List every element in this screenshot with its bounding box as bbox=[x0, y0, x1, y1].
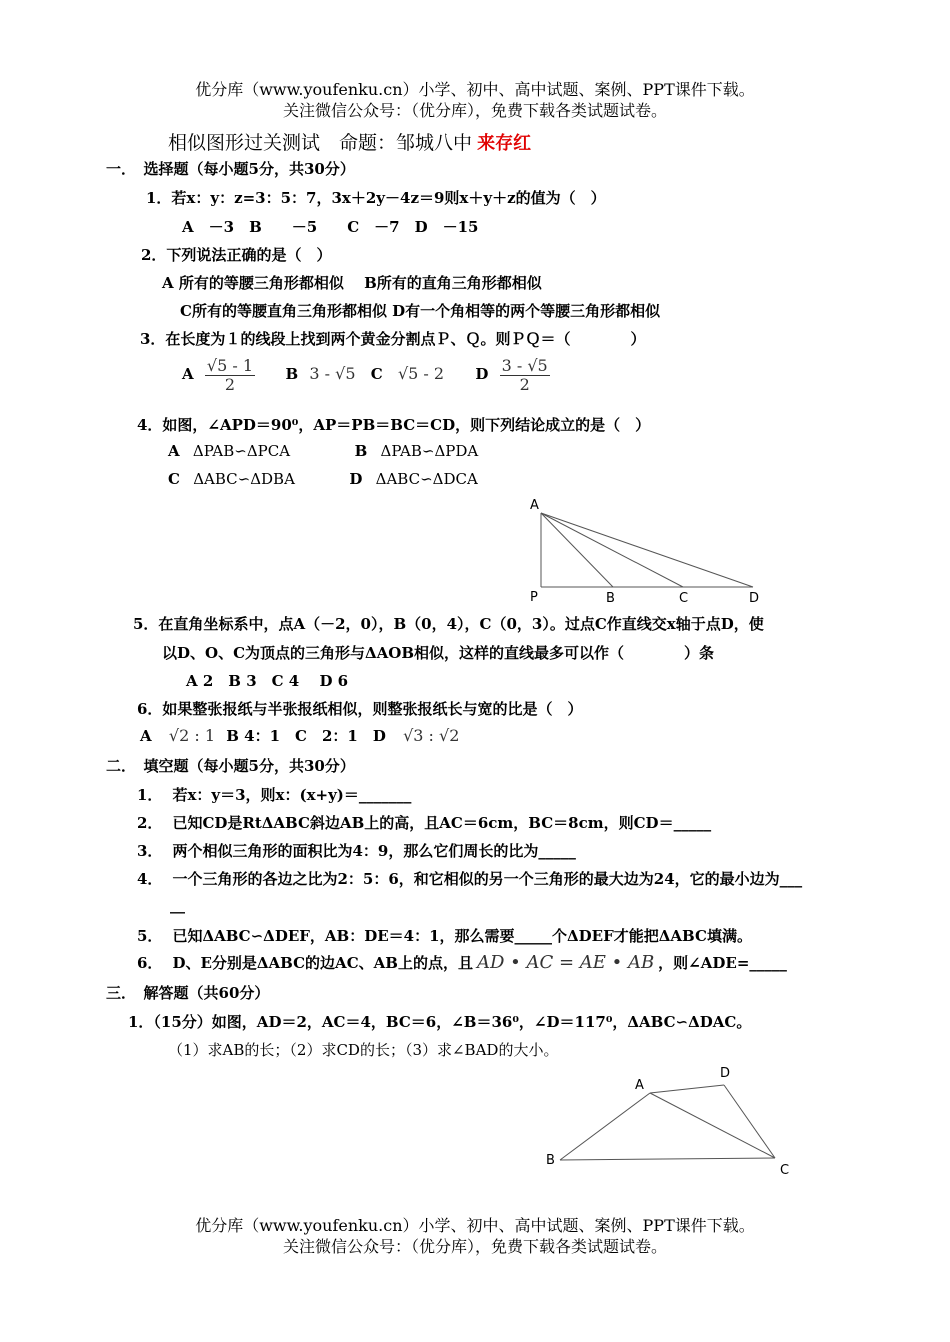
q3-a-label: A bbox=[182, 365, 194, 384]
q2-stem: 2．下列说法正确的是（ ） bbox=[141, 246, 332, 264]
q6-a-value: √2 : 1 bbox=[168, 726, 215, 745]
solve-fig-label-b: B bbox=[546, 1153, 555, 1168]
q3-d-den: 2 bbox=[519, 374, 530, 394]
q6-options-bcd: B 4：1 C 2：1 D bbox=[226, 727, 386, 745]
fill-2-num: 2． bbox=[137, 814, 163, 832]
q3-c-label: C bbox=[370, 365, 383, 384]
q4-a-label: A bbox=[168, 442, 180, 460]
fill-3-num: 3． bbox=[137, 842, 163, 860]
q5-line-2: 以D、O、C为顶点的三角形与ΔAOB相似，这样的直线最多可以作（ ）条 bbox=[162, 644, 715, 662]
q6-stem: 6．如果整张报纸与半张报纸相似，则整张报纸长与宽的比是（ ） bbox=[137, 700, 583, 718]
solve-1-line-2: （1）求AB的长；（2）求CD的长；（3）求∠BAD的大小。 bbox=[168, 1041, 559, 1059]
q3-stem: 3．在长度为１的线段上找到两个黄金分割点Ｐ、Ｑ。则ＰＱ＝（ ） bbox=[140, 330, 646, 348]
fill-6-tail: ，则∠ADE=_____ bbox=[658, 954, 787, 972]
fill-1-text: 若x：y＝3，则x：(x+y)＝_______ bbox=[172, 786, 412, 804]
solve-fig-label-c: C bbox=[780, 1163, 790, 1178]
solve-fig-label-d: D bbox=[720, 1066, 731, 1081]
section-3-heading: 三． 解答题（共60分） bbox=[106, 984, 270, 1002]
fill-3 bbox=[137, 840, 576, 861]
q4-fig-label-p: P bbox=[530, 590, 538, 605]
title-main: 相似图形过关测试 命题：邹城八中 bbox=[168, 132, 473, 154]
fill-6-text: D、E分别是ΔABC的边AC、AB上的点，且 bbox=[172, 954, 473, 972]
footer-line-2: 关注微信公众号：（优分库），免费下载各类试题试卷。 bbox=[282, 1237, 667, 1256]
q3-a-den: 2 bbox=[224, 374, 236, 394]
q3-a-num: √5 - 1 bbox=[206, 356, 254, 375]
q3-d-num: 3 - √5 bbox=[501, 356, 548, 375]
q3-options bbox=[182, 357, 556, 393]
section-1-heading: 一． 选择题（每小题5分，共30分） bbox=[106, 160, 355, 178]
fill-5-text: 已知ΔABC∽ΔDEF，AB：DE＝4：1，那么需要_____个ΔDEF才能把ΔABC填满。 bbox=[172, 927, 752, 945]
fill-6 bbox=[137, 952, 787, 973]
header-line-1: 优分库（www.youfenku.cn）小学、初中、高中试题、案例、PPT课件下载。 bbox=[195, 80, 755, 99]
q4-fig-label-a: A bbox=[530, 498, 539, 513]
q3-c-value: √5 - 2 bbox=[397, 364, 445, 384]
q4-d-label: D bbox=[349, 470, 363, 488]
solve-1-line-1: 1．（15分）如图，AD＝2，AC＝4，BC＝6，∠B＝36⁰，∠D＝117⁰，ΔABC∽ΔDAC。 bbox=[128, 1013, 752, 1031]
q4-b-text: ΔPAB∽ΔPDA bbox=[380, 442, 479, 460]
fill-5-num: 5． bbox=[137, 927, 163, 945]
q4-figure bbox=[520, 490, 780, 610]
fill-1 bbox=[137, 784, 411, 805]
q5-options: A 2 B 3 C 4 D 6 bbox=[186, 672, 349, 690]
fill-4 bbox=[137, 868, 802, 889]
fill-6-formula: AD • AC = AE • AB bbox=[476, 952, 655, 973]
fill-5 bbox=[137, 925, 752, 946]
fill-4-text: 一个三角形的各边之比为2：5：6，和它相似的另一个三角形的最大边为24，它的最小边为___ bbox=[172, 870, 803, 888]
solve-1-figure bbox=[530, 1060, 810, 1180]
q4-c-label: C bbox=[168, 470, 180, 488]
q3-d-label: D bbox=[475, 365, 489, 384]
q5-line-1: 5．在直角坐标系中，点A（－2，0），B（0，4），C（0，3）。过点C作直线交x轴于点D，使 bbox=[133, 615, 764, 633]
q4-options-ab bbox=[168, 442, 478, 460]
fill-6-num: 6． bbox=[137, 954, 163, 972]
page-title bbox=[168, 128, 531, 155]
section-2-heading: 二． 填空题（每小题5分，共30分） bbox=[106, 757, 355, 775]
fill-1-num: 1． bbox=[137, 786, 163, 804]
q6-a-label: A bbox=[140, 727, 152, 745]
q4-stem: 4．如图，∠APD＝90⁰，AP＝PB＝BC＝CD，则下列结论成立的是（ ） bbox=[137, 416, 651, 434]
q3-b-value: 3 - √5 bbox=[309, 364, 356, 384]
footer-line-1: 优分库（www.youfenku.cn）小学、初中、高中试题、案例、PPT课件下载。 bbox=[195, 1216, 755, 1235]
q4-d-text: ΔABC∽ΔDCA bbox=[375, 470, 478, 488]
q6-options bbox=[140, 725, 459, 746]
q4-fig-label-d: D bbox=[749, 591, 760, 606]
solve-fig-label-a: A bbox=[635, 1078, 644, 1093]
q3-d-fraction bbox=[500, 357, 550, 393]
q4-fig-label-c: C bbox=[679, 591, 689, 606]
q2-options-cd: C所有的等腰直角三角形都相似 D有一个角相等的两个等腰三角形都相似 bbox=[180, 302, 661, 320]
q3-a-fraction bbox=[205, 357, 255, 393]
q4-a-text: ΔPAB∽ΔPCA bbox=[192, 442, 291, 460]
fill-3-text: 两个相似三角形的面积比为4：9，那么它们周长的比为_____ bbox=[172, 842, 576, 860]
header-line-2: 关注微信公众号：（优分库），免费下载各类试题试卷。 bbox=[282, 101, 667, 120]
fill-2-text: 已知CD是RtΔABC斜边AB上的高，且AC＝6cm，BC＝8cm，则CD＝_____ bbox=[172, 814, 712, 832]
q1-options: A －3 B －5 C －7 D －15 bbox=[182, 218, 479, 236]
q6-d-value: √3 : √2 bbox=[403, 726, 460, 745]
fill-4-continued: __ bbox=[170, 896, 185, 914]
q4-c-text: ΔABC∽ΔDBA bbox=[193, 470, 295, 488]
title-author: 来存红 bbox=[477, 133, 532, 154]
q1-stem: 1．若x：y：z=3：5：7，3x＋2y－4z＝9则x＋y＋z的值为（ ） bbox=[146, 189, 606, 207]
q4-options-cd bbox=[168, 470, 478, 488]
q4-fig-label-b: B bbox=[606, 591, 615, 606]
fill-4-num: 4． bbox=[137, 870, 163, 888]
q4-b-label: B bbox=[354, 442, 368, 460]
q2-options-ab: A 所有的等腰三角形都相似 B所有的直角三角形都相似 bbox=[162, 274, 542, 292]
fill-2 bbox=[137, 812, 711, 833]
q3-b-label: B bbox=[285, 365, 299, 384]
